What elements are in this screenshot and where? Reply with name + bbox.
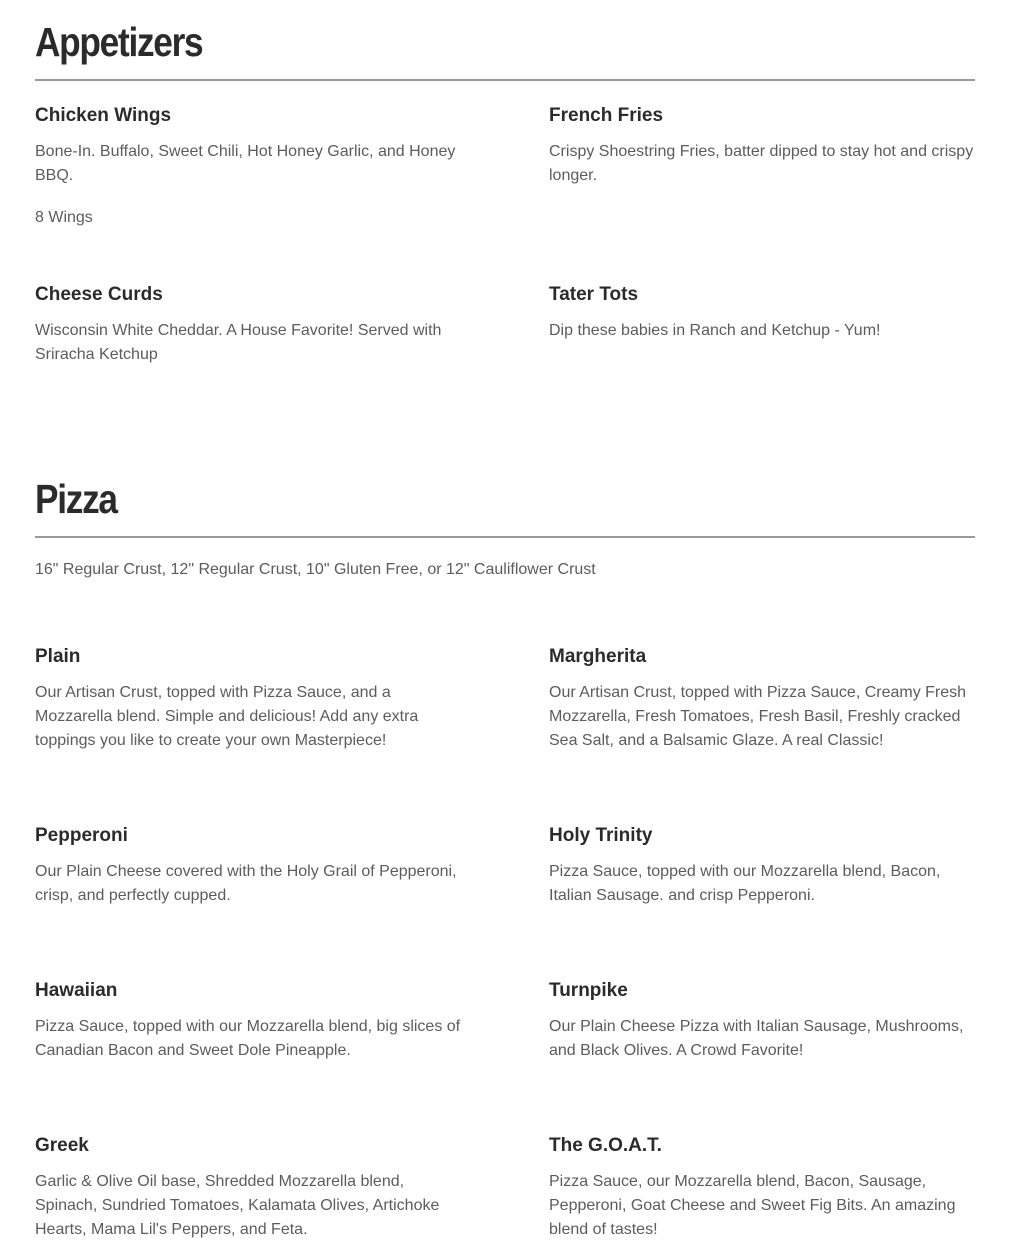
menu-item-quantity: 8 Wings [35,209,93,226]
menu-item-description: Garlic & Olive Oil base, Shredded Mozzarella blend, Spinach, Sundried Tomatoes, Kalamata Olives, Artichoke Hearts, Mama Lil's Peppers, and Feta. [35,1173,440,1238]
menu-item-name: Margherita [549,646,647,667]
menu-item-description: Bone-In. Buffalo, Sweet Chili, Hot Honey Garlic, and Honey BBQ. [35,143,456,184]
menu-item-description: Crispy Shoestring Fries, batter dipped to stay hot and crispy longer. [549,143,974,184]
menu-item-name: Turnpike [549,980,628,1001]
section-title-appetizers: Appetizers [35,19,203,65]
menu-item-name: The G.O.A.T. [549,1135,662,1156]
crust-options: 16" Regular Crust, 12" Regular Crust, 10" Gluten Free, or 12" Cauliflower Crust [35,561,596,578]
section-divider [35,79,975,81]
menu-item-description: Pizza Sauce, topped with our Mozzarella blend, big slices of Canadian Bacon and Sweet Dole Pineapple. [35,1018,461,1059]
menu-item-name: Tater Tots [549,284,639,305]
menu-item-name: French Fries [549,105,664,126]
menu-item-description: Our Artisan Crust, topped with Pizza Sauce, Creamy Fresh Mozzarella, Fresh Tomatoes, Fresh Basil, Freshly cracked Sea Salt, and a Balsamic Glaze. A real Classic! [549,684,967,749]
menu-item-description: Dip these babies in Ranch and Ketchup - Yum! [549,322,881,339]
menu-item-name: Greek [35,1135,89,1156]
section-divider [35,536,975,538]
menu-item-name: Holy Trinity [549,825,653,846]
menu-item-description: Pizza Sauce, topped with our Mozzarella blend, Bacon, Italian Sausage. and crisp Pepperoni. [549,863,941,904]
menu-item-description: Our Plain Cheese covered with the Holy Grail of Pepperoni, crisp, and perfectly cupped. [35,863,457,904]
menu-item-description: Wisconsin White Cheddar. A House Favorite! Served with Sriracha Ketchup [35,322,442,363]
menu-item-name: Plain [35,646,81,667]
menu-item-name: Pepperoni [35,825,128,846]
menu-item-description: Our Plain Cheese Pizza with Italian Sausage, Mushrooms, and Black Olives. A Crowd Favorite! [549,1018,964,1059]
menu-item-name: Chicken Wings [35,105,172,126]
menu-item-name: Hawaiian [35,980,118,1001]
section-title-pizza: Pizza [35,476,117,522]
menu-item-description: Our Artisan Crust, topped with Pizza Sauce, and a Mozzarella blend. Simple and delicious! Add any extra toppings you like to create your own Masterpiece! [35,684,419,749]
menu-item-description: Pizza Sauce, our Mozzarella blend, Bacon, Sausage, Pepperoni, Goat Cheese and Sweet Fig Bits. An amazing blend of tastes! [549,1173,956,1238]
menu-item-name: Cheese Curds [35,284,163,305]
